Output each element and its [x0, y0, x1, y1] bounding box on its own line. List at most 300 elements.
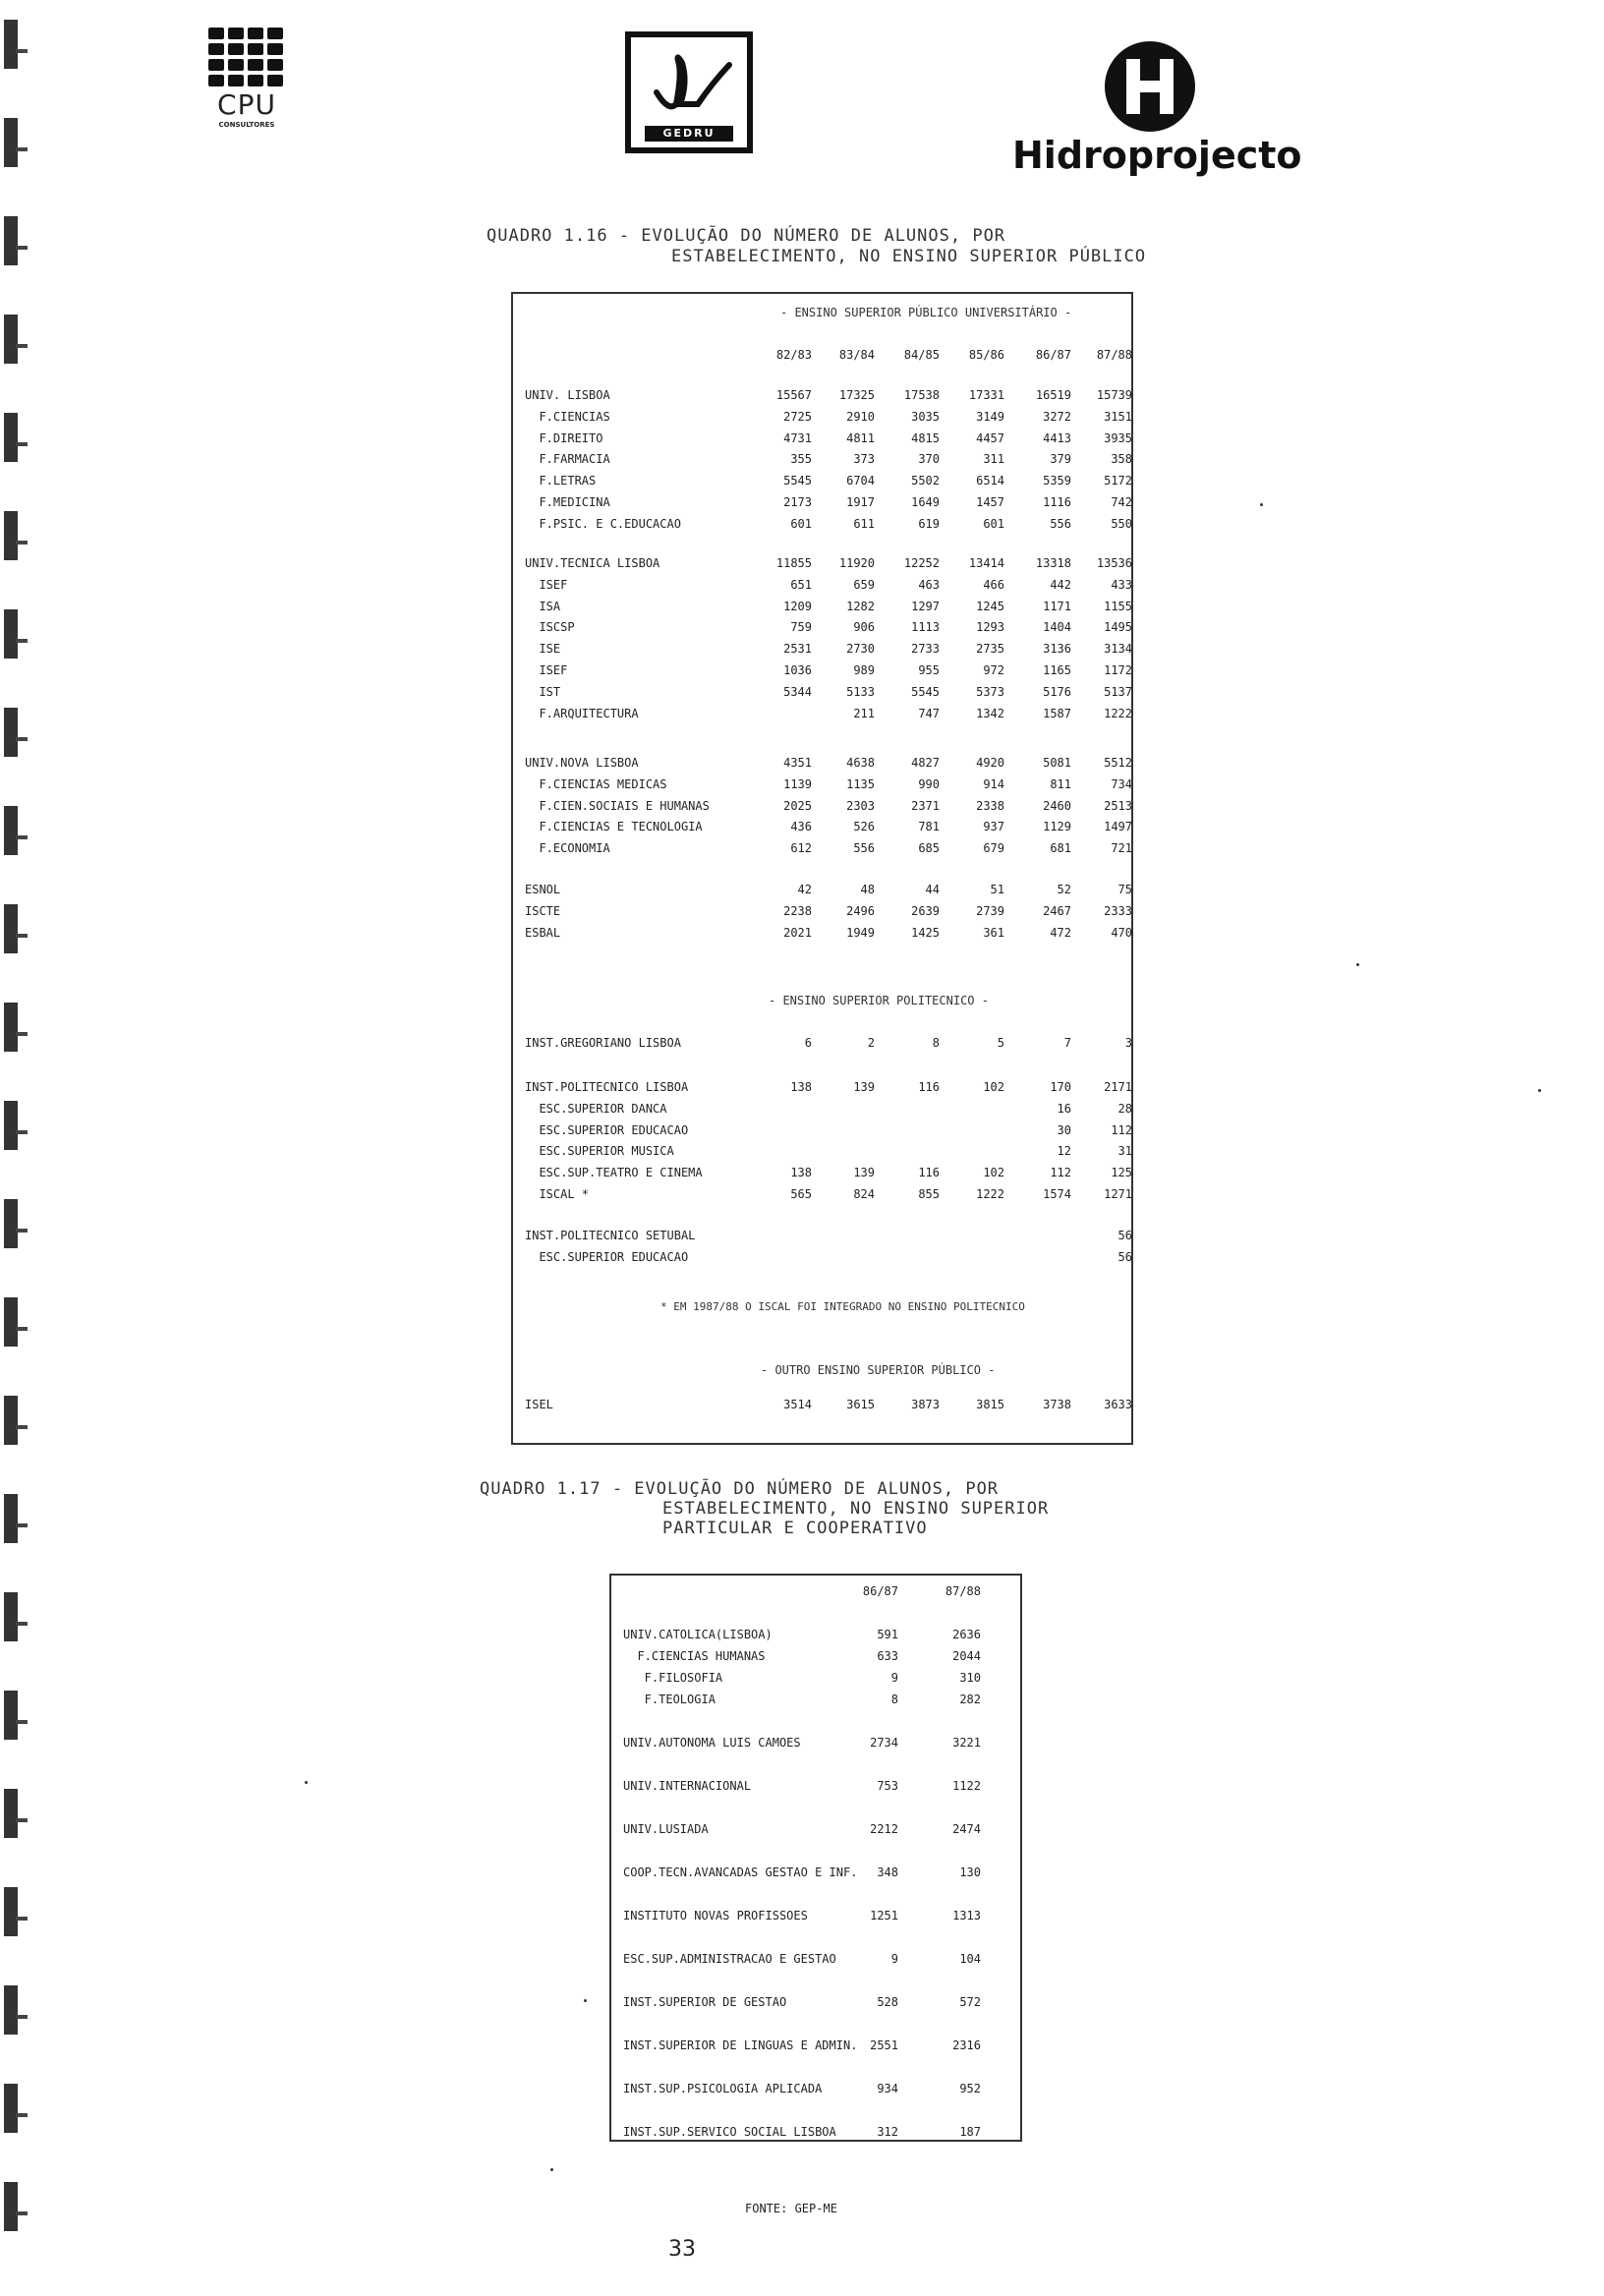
value-cell: 5081 — [1043, 756, 1071, 770]
table-row — [611, 1776, 1024, 1796]
row-label: INST.POLITECNICO SETUBAL — [525, 1229, 696, 1242]
value-cell: 211 — [853, 706, 875, 720]
row-label: ESC.SUPERIOR EDUCACAO — [525, 1249, 689, 1264]
value-cell: 5512 — [1104, 756, 1132, 770]
year-header-cell: 87/88 — [1096, 348, 1132, 362]
value-cell: 1297 — [911, 599, 940, 613]
scan-speck — [305, 1781, 308, 1784]
value-cell: 463 — [918, 577, 940, 592]
table-row — [513, 838, 1135, 858]
row-label: F.FILOSOFIA — [623, 1671, 723, 1685]
binding-hole-icon — [4, 511, 18, 560]
value-cell: 4815 — [911, 430, 940, 445]
value-cell: 2338 — [976, 798, 1004, 813]
value-cell: 3149 — [976, 409, 1004, 424]
value-cell: 753 — [877, 1779, 898, 1793]
value-cell: 591 — [877, 1628, 898, 1641]
row-label: ESC.SUPERIOR DANCA — [525, 1101, 667, 1116]
binding-hole-icon — [4, 1101, 18, 1150]
value-cell: 3221 — [952, 1736, 981, 1750]
value-cell: 311 — [983, 452, 1004, 467]
value-cell: 5359 — [1043, 474, 1071, 488]
table-row — [513, 704, 1135, 723]
table-row — [513, 796, 1135, 816]
value-cell: 1222 — [976, 1187, 1004, 1201]
row-label: ISCAL * — [525, 1187, 590, 1201]
binding-hole-icon — [4, 708, 18, 757]
row-label: INST.POLITECNICO LISBOA — [525, 1080, 689, 1094]
value-cell: 633 — [877, 1649, 898, 1663]
row-label: F.CIEN.SOCIAIS E HUMANAS — [525, 798, 710, 813]
table-row — [513, 385, 1135, 405]
table-row — [611, 1819, 1024, 1839]
table-row — [513, 660, 1135, 680]
value-cell: 4827 — [911, 756, 940, 770]
row-label: UNIV. LISBOA — [525, 388, 610, 402]
value-cell: 2021 — [783, 925, 812, 940]
value-cell: 824 — [853, 1187, 875, 1201]
value-cell: 2303 — [846, 798, 875, 813]
value-cell: 3151 — [1104, 409, 1132, 424]
table-row — [513, 407, 1135, 427]
value-cell: 2739 — [976, 903, 1004, 918]
value-cell: 1165 — [1043, 663, 1071, 677]
value-cell: 906 — [853, 620, 875, 635]
value-cell: 1917 — [846, 495, 875, 509]
value-cell: 15567 — [775, 388, 812, 402]
cpu-logo-sub: CONSULTORES — [218, 121, 275, 129]
cpu-logo-name: CPU — [217, 88, 276, 121]
value-cell: 1271 — [1104, 1187, 1132, 1201]
year-header-cell: 86/87 — [862, 1584, 898, 1598]
value-cell: 955 — [918, 663, 940, 677]
value-cell: 1425 — [911, 925, 940, 940]
value-cell: 11855 — [775, 556, 812, 570]
table-row — [513, 1141, 1135, 1161]
value-cell: 3514 — [783, 1398, 812, 1411]
year-header-cell: 82/83 — [775, 348, 812, 362]
value-cell: 3815 — [976, 1398, 1004, 1411]
binding-hole-icon — [4, 1297, 18, 1347]
row-label: UNIV.TECNICA LISBOA — [525, 556, 660, 570]
value-cell: 2513 — [1104, 798, 1132, 813]
value-cell: 1036 — [783, 663, 812, 677]
value-cell: 1209 — [783, 599, 812, 613]
value-cell: 442 — [1050, 577, 1071, 592]
value-cell: 1155 — [1104, 599, 1132, 613]
table-row — [513, 1033, 1135, 1053]
value-cell: 2212 — [870, 1822, 898, 1836]
value-cell: 138 — [790, 1166, 812, 1180]
table-row — [513, 1395, 1135, 1414]
value-cell: 2474 — [952, 1822, 981, 1836]
cpu-logo-grid-icon — [208, 28, 289, 86]
cpu-logo — [204, 28, 289, 129]
binding-hole-icon — [4, 904, 18, 953]
table-row — [513, 775, 1135, 794]
value-cell: 526 — [853, 820, 875, 834]
year-header-cell: 84/85 — [903, 348, 940, 362]
table-row — [513, 575, 1135, 595]
table-row — [513, 1077, 1135, 1097]
value-cell: 4351 — [783, 756, 812, 770]
value-cell: 2735 — [976, 642, 1004, 657]
row-label: ESC.SUP.TEATRO E CINEMA — [525, 1166, 703, 1180]
value-cell: 1222 — [1104, 706, 1132, 720]
binding-hole-icon — [4, 2182, 18, 2231]
value-cell: 9 — [890, 1952, 898, 1966]
value-cell: 3935 — [1104, 430, 1132, 445]
value-cell: 466 — [983, 577, 1004, 592]
value-cell: 6 — [804, 1036, 812, 1050]
row-label: COOP.TECN.AVANCADAS GESTAO E INF. — [623, 1866, 858, 1879]
row-label: INST.GREGORIANO LISBOA — [525, 1036, 681, 1050]
table-row — [611, 1733, 1024, 1752]
value-cell: 16519 — [1035, 388, 1071, 402]
row-label: F.CIENCIAS E TECNOLOGIA — [525, 820, 703, 834]
table-row — [513, 553, 1135, 573]
row-label: F.DIREITO — [525, 430, 603, 445]
value-cell: 361 — [983, 925, 1004, 940]
value-cell: 116 — [918, 1080, 940, 1094]
value-cell: 681 — [1050, 841, 1071, 856]
value-cell: 379 — [1050, 452, 1071, 467]
table-row — [611, 2122, 1024, 2142]
value-cell: 5545 — [911, 684, 940, 699]
value-cell: 659 — [853, 577, 875, 592]
row-label: F.LETRAS — [525, 474, 597, 488]
q16-footnote: * EM 1987/88 O ISCAL FOI INTEGRADO NO ENSINO POLITECNICO — [660, 1300, 1025, 1313]
row-label: ESC.SUP.ADMINISTRACAO E GESTAO — [623, 1952, 836, 1966]
table-row — [513, 429, 1135, 448]
value-cell: 112 — [1111, 1122, 1132, 1137]
table-row — [513, 449, 1135, 469]
row-label: UNIV.NOVA LISBOA — [525, 756, 639, 770]
table-row — [513, 1099, 1135, 1119]
value-cell: 13536 — [1096, 556, 1132, 570]
value-cell: 16 — [1057, 1101, 1071, 1116]
q16-caption-line1: QUADRO 1.16 - EVOLUÇÃO DO NÚMERO DE ALUNOS, POR — [487, 226, 1006, 246]
row-label: F.CIENCIAS — [525, 409, 610, 424]
value-cell: 6704 — [846, 474, 875, 488]
value-cell: 721 — [1111, 841, 1132, 856]
value-cell: 612 — [790, 841, 812, 856]
row-label: F.CIENCIAS HUMANAS — [623, 1649, 766, 1663]
q16-year-header — [513, 345, 1135, 365]
binding-hole-icon — [4, 216, 18, 265]
table-row — [513, 753, 1135, 773]
row-label: F.FARMACIA — [525, 452, 610, 467]
value-cell: 138 — [790, 1080, 812, 1094]
value-cell: 112 — [1050, 1166, 1071, 1180]
value-cell: 358 — [1111, 452, 1132, 467]
value-cell: 2531 — [783, 642, 812, 657]
value-cell: 952 — [959, 2082, 981, 2095]
table-row — [611, 1646, 1024, 1666]
value-cell: 56 — [1117, 1249, 1132, 1264]
q16-section-poli: - ENSINO SUPERIOR POLITECNICO - — [769, 994, 989, 1007]
value-cell: 2551 — [870, 2038, 898, 2052]
value-cell: 310 — [959, 1671, 981, 1685]
row-label: ESNOL — [525, 883, 561, 896]
value-cell: 13318 — [1035, 556, 1071, 570]
binding-hole-icon — [4, 1691, 18, 1740]
binding-hole-icon — [4, 1396, 18, 1445]
scan-speck — [550, 2168, 553, 2171]
value-cell: 1171 — [1043, 599, 1071, 613]
row-label: ESBAL — [525, 925, 561, 940]
value-cell: 619 — [918, 516, 940, 531]
value-cell: 990 — [918, 776, 940, 791]
value-cell: 31 — [1117, 1144, 1132, 1159]
value-cell: 116 — [918, 1166, 940, 1180]
value-cell: 4638 — [846, 756, 875, 770]
value-cell: 282 — [959, 1693, 981, 1706]
value-cell: 15739 — [1096, 388, 1132, 402]
value-cell: 433 — [1111, 577, 1132, 592]
value-cell: 2 — [867, 1036, 875, 1050]
table-row — [611, 1863, 1024, 1882]
value-cell: 855 — [918, 1187, 940, 1201]
value-cell: 139 — [853, 1166, 875, 1180]
row-label: F.TEOLOGIA — [623, 1693, 716, 1706]
value-cell: 5545 — [783, 474, 812, 488]
table-row — [513, 617, 1135, 637]
value-cell: 355 — [790, 452, 812, 467]
binding-hole-icon — [4, 1985, 18, 2035]
value-cell: 102 — [983, 1166, 1004, 1180]
value-cell: 75 — [1117, 883, 1132, 896]
q16-caption-line2: ESTABELECIMENTO, NO ENSINO SUPERIOR PÚBLICO — [671, 247, 1147, 266]
value-cell: 17538 — [903, 388, 940, 402]
table-row — [611, 2079, 1024, 2098]
table-row — [611, 1690, 1024, 1709]
value-cell: 5133 — [846, 684, 875, 699]
value-cell: 139 — [853, 1080, 875, 1094]
row-label: ISE — [525, 642, 561, 657]
q16-section-univ: - ENSINO SUPERIOR PÚBLICO UNIVERSITÁRIO - — [780, 306, 1072, 319]
binding-hole-icon — [4, 118, 18, 167]
value-cell: 2730 — [846, 642, 875, 657]
value-cell: 436 — [790, 820, 812, 834]
table-row — [611, 1668, 1024, 1688]
table-row — [611, 2036, 1024, 2055]
value-cell: 6514 — [976, 474, 1004, 488]
value-cell: 3272 — [1043, 409, 1071, 424]
value-cell: 13414 — [968, 556, 1004, 570]
value-cell: 4811 — [846, 430, 875, 445]
binding-hole-icon — [4, 1494, 18, 1543]
table-row — [611, 1949, 1024, 1969]
row-label: INST.SUP.PSICOLOGIA APLICADA — [623, 2082, 823, 2095]
value-cell: 1122 — [952, 1779, 981, 1793]
value-cell: 611 — [853, 516, 875, 531]
value-cell: 1129 — [1043, 820, 1071, 834]
value-cell: 3035 — [911, 409, 940, 424]
value-cell: 5344 — [783, 684, 812, 699]
row-label: F.MEDICINA — [525, 495, 610, 509]
binding-hole-icon — [4, 315, 18, 364]
table-row — [513, 639, 1135, 659]
q16-section-outro: - OUTRO ENSINO SUPERIOR PÚBLICO - — [761, 1363, 996, 1377]
value-cell: 2496 — [846, 903, 875, 918]
year-header-cell: 85/86 — [968, 348, 1004, 362]
value-cell: 5502 — [911, 474, 940, 488]
year-header-cell: 87/88 — [945, 1584, 981, 1598]
value-cell: 2734 — [870, 1736, 898, 1750]
row-label: UNIV.INTERNACIONAL — [623, 1779, 752, 1793]
binding-hole-icon — [4, 1789, 18, 1838]
row-label: ISCTE — [525, 903, 561, 918]
page-number: 33 — [668, 2237, 696, 2262]
value-cell: 811 — [1050, 776, 1071, 791]
value-cell: 4457 — [976, 430, 1004, 445]
value-cell: 472 — [1050, 925, 1071, 940]
value-cell: 550 — [1111, 516, 1132, 531]
value-cell: 3136 — [1043, 642, 1071, 657]
table-row — [513, 514, 1135, 534]
value-cell: 11920 — [838, 556, 875, 570]
scan-speck — [1260, 503, 1263, 506]
table-row — [513, 471, 1135, 490]
value-cell: 528 — [877, 1995, 898, 2009]
value-cell: 17325 — [838, 388, 875, 402]
value-cell: 4731 — [783, 430, 812, 445]
row-label: INST.SUPERIOR DE LINGUAS E ADMIN. — [623, 2038, 858, 2052]
row-label: ESC.SUPERIOR EDUCACAO — [525, 1122, 689, 1137]
row-label: F.CIENCIAS MEDICAS — [525, 776, 667, 791]
value-cell: 2910 — [846, 409, 875, 424]
value-cell: 4413 — [1043, 430, 1071, 445]
value-cell: 1251 — [870, 1909, 898, 1923]
table-row — [513, 1120, 1135, 1140]
value-cell: 1293 — [976, 620, 1004, 635]
value-cell: 170 — [1050, 1080, 1071, 1094]
value-cell: 934 — [877, 2082, 898, 2095]
value-cell: 1135 — [846, 776, 875, 791]
row-label: UNIV.LUSIADA — [623, 1822, 709, 1836]
row-label: ESC.SUPERIOR MUSICA — [525, 1144, 674, 1159]
value-cell: 759 — [790, 620, 812, 635]
value-cell: 370 — [918, 452, 940, 467]
value-cell: 373 — [853, 452, 875, 467]
value-cell: 48 — [860, 883, 875, 896]
value-cell: 125 — [1111, 1166, 1132, 1180]
value-cell: 1404 — [1043, 620, 1071, 635]
row-label: ISA — [525, 599, 561, 613]
value-cell: 17331 — [968, 388, 1004, 402]
value-cell: 972 — [983, 663, 1004, 677]
q16-table — [511, 292, 1133, 1445]
row-label: INST.SUP.SERVICO SOCIAL LISBOA — [623, 2125, 836, 2139]
value-cell: 3134 — [1104, 642, 1132, 657]
value-cell: 685 — [918, 841, 940, 856]
value-cell: 3615 — [846, 1398, 875, 1411]
binding-hole-icon — [4, 1003, 18, 1052]
value-cell: 2639 — [911, 903, 940, 918]
value-cell: 989 — [853, 663, 875, 677]
q17-caption-line1: QUADRO 1.17 - EVOLUÇÃO DO NÚMERO DE ALUNOS, POR — [480, 1479, 1000, 1499]
value-cell: 937 — [983, 820, 1004, 834]
value-cell: 556 — [1050, 516, 1071, 531]
q17-caption-line2: ESTABELECIMENTO, NO ENSINO SUPERIOR — [662, 1499, 1050, 1519]
row-label: IST — [525, 684, 561, 699]
q17-year-header — [611, 1581, 1024, 1601]
value-cell: 56 — [1117, 1229, 1132, 1242]
value-cell: 601 — [983, 516, 1004, 531]
row-label: INST.SUPERIOR DE GESTAO — [623, 1995, 787, 2009]
value-cell: 1495 — [1104, 620, 1132, 635]
q17-table — [609, 1574, 1022, 2142]
value-cell: 2025 — [783, 798, 812, 813]
table-row — [513, 492, 1135, 512]
table-row — [513, 1226, 1135, 1245]
hidroprojecto-logo — [1012, 41, 1302, 177]
value-cell: 4920 — [976, 756, 1004, 770]
row-label: F.PSIC. E C.EDUCACAO — [525, 516, 681, 531]
row-label: F.ECONOMIA — [525, 841, 610, 856]
value-cell: 130 — [959, 1866, 981, 1879]
table-row — [513, 1163, 1135, 1182]
year-header-cell: 86/87 — [1035, 348, 1071, 362]
value-cell: 2316 — [952, 2038, 981, 2052]
value-cell: 1574 — [1043, 1187, 1071, 1201]
binding-edge — [0, 0, 39, 2296]
value-cell: 914 — [983, 776, 1004, 791]
value-cell: 9 — [890, 1671, 898, 1685]
value-cell: 5176 — [1043, 684, 1071, 699]
value-cell: 104 — [959, 1952, 981, 1966]
row-label: UNIV.CATOLICA(LISBOA) — [623, 1628, 773, 1641]
value-cell: 2467 — [1043, 903, 1071, 918]
scan-speck — [1356, 963, 1359, 966]
table-row — [611, 1992, 1024, 2012]
value-cell: 1313 — [952, 1909, 981, 1923]
binding-hole-icon — [4, 806, 18, 855]
table-row — [513, 1247, 1135, 1267]
row-label: ISCSP — [525, 620, 575, 635]
value-cell: 470 — [1111, 925, 1132, 940]
value-cell: 8 — [932, 1036, 940, 1050]
value-cell: 3873 — [911, 1398, 940, 1411]
value-cell: 3633 — [1104, 1398, 1132, 1411]
value-cell: 102 — [983, 1080, 1004, 1094]
value-cell: 2733 — [911, 642, 940, 657]
value-cell: 3 — [1124, 1036, 1132, 1050]
value-cell: 2371 — [911, 798, 940, 813]
value-cell: 2333 — [1104, 903, 1132, 918]
value-cell: 5172 — [1104, 474, 1132, 488]
table-row — [513, 817, 1135, 836]
value-cell: 348 — [877, 1866, 898, 1879]
gdru-logo-label: GEDRU — [645, 126, 733, 142]
value-cell: 7 — [1063, 1036, 1071, 1050]
row-label: F.ARQUITECTURA — [525, 706, 639, 720]
table-row — [513, 1184, 1135, 1204]
value-cell: 2171 — [1104, 1080, 1132, 1094]
table-row — [513, 901, 1135, 921]
row-label: INSTITUTO NOVAS PROFISSOES — [623, 1909, 808, 1923]
value-cell: 2044 — [952, 1649, 981, 1663]
value-cell: 1342 — [976, 706, 1004, 720]
value-cell: 12252 — [903, 556, 940, 570]
value-cell: 1245 — [976, 599, 1004, 613]
value-cell: 3738 — [1043, 1398, 1071, 1411]
value-cell: 1113 — [911, 620, 940, 635]
value-cell: 1949 — [846, 925, 875, 940]
value-cell: 5 — [997, 1036, 1004, 1050]
value-cell: 2725 — [783, 409, 812, 424]
